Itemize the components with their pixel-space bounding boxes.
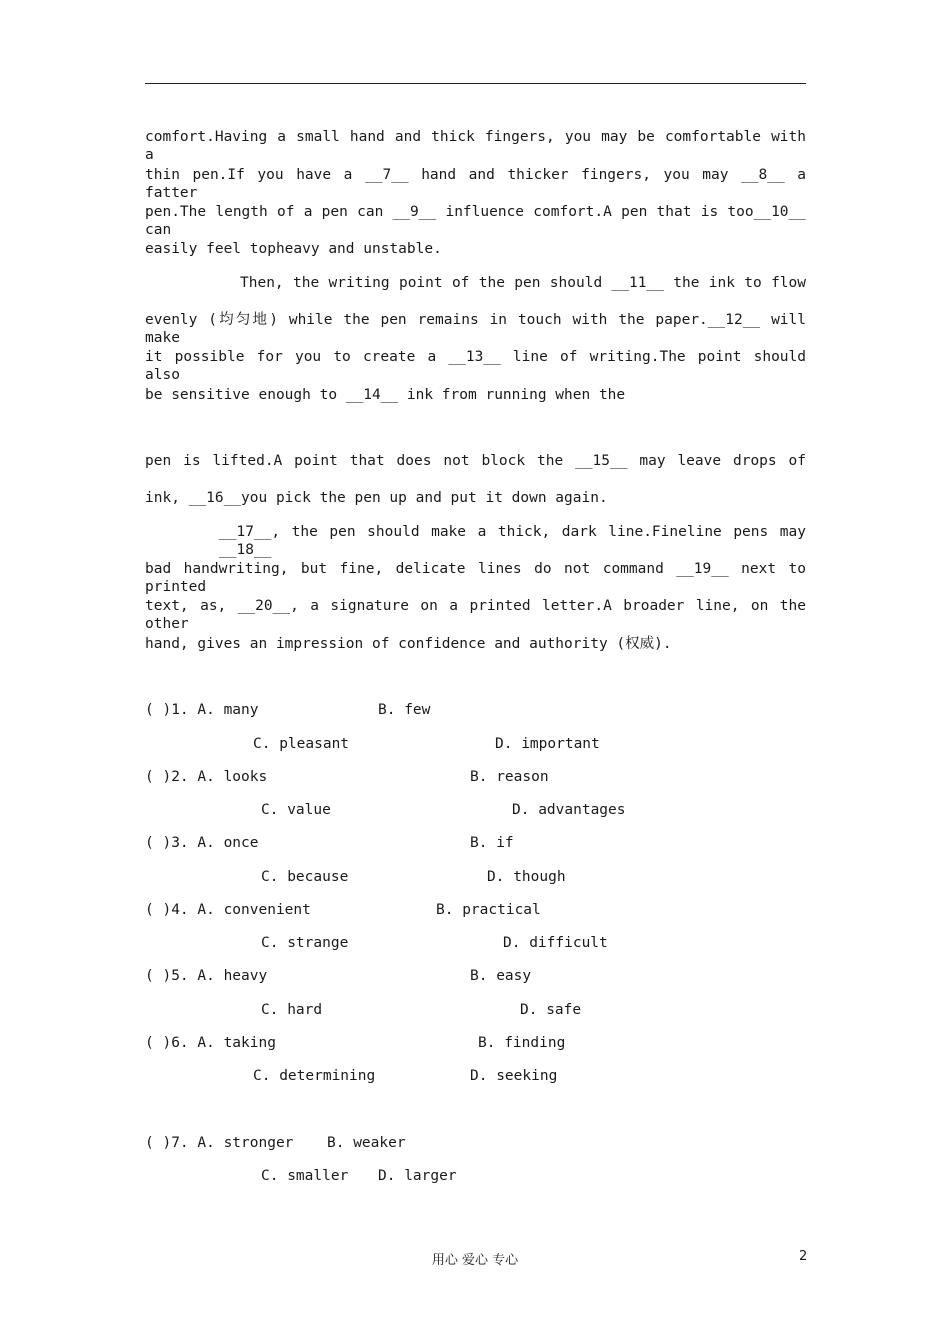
option-c: C. strange: [261, 935, 349, 951]
option-d: D. difficult: [503, 935, 608, 951]
passage-line: hand, gives an impression of confidence and authority (权威).: [145, 636, 672, 652]
question-stem: ( )5. A. heavy: [145, 968, 268, 984]
passage-line: text, as, __20__, a signature on a printed letter.A broader line, on the other: [145, 598, 806, 632]
page-number: 2: [799, 1249, 808, 1264]
passage-line: Then, the writing point of the pen should __11__ the ink to flow: [240, 275, 806, 291]
footer-motto: 用心 爱心 专心: [431, 1253, 519, 1268]
option-c: C. value: [261, 802, 331, 818]
option-d: D. though: [487, 869, 566, 885]
option-b: B. few: [378, 702, 431, 718]
passage-line: __17__, the pen should make a thick, dark line.Fineline pens may __18__: [219, 524, 806, 558]
passage-line: pen is lifted.A point that does not block the __15__ may leave drops of: [145, 453, 806, 469]
option-d: D. advantages: [512, 802, 626, 818]
question-stem: ( )4. A. convenient: [145, 902, 311, 918]
option-d: D. safe: [520, 1002, 582, 1018]
passage-line: thin pen.If you have a __7__ hand and thicker fingers, you may __8__ a fatter: [145, 167, 806, 201]
passage-line: evenly (均匀地) while the pen remains in touch with the paper.__12__ will make: [145, 312, 806, 346]
question-stem: ( )6. A. taking: [145, 1035, 276, 1051]
passage-line: ink, __16__you pick the pen up and put it down again.: [145, 490, 608, 506]
option-c: C. because: [261, 869, 349, 885]
passage-line: comfort.Having a small hand and thick fingers, you may be comfortable with a: [145, 129, 806, 163]
option-c: C. determining: [253, 1068, 376, 1084]
question-stem: ( )3. A. once: [145, 835, 259, 851]
option-d: D. important: [495, 736, 600, 752]
question-stem: ( )1. A. many: [145, 702, 259, 718]
passage-line: pen.The length of a pen can __9__ influence comfort.A pen that is too__10__ can: [145, 204, 806, 238]
option-d: D. seeking: [470, 1068, 558, 1084]
passage-line: it possible for you to create a __13__ line of writing.The point should also: [145, 349, 806, 383]
option-c: C. pleasant: [253, 736, 350, 752]
option-b: B. reason: [470, 769, 549, 785]
option-d: D. larger: [378, 1168, 457, 1184]
option-b: B. easy: [470, 968, 532, 984]
question-stem: ( )2. A. looks: [145, 769, 268, 785]
question-stem: ( )7. A. stronger: [145, 1135, 294, 1151]
option-c: C. smaller: [261, 1168, 349, 1184]
option-c: C. hard: [261, 1002, 323, 1018]
option-b: B. if: [470, 835, 514, 851]
passage-line: bad handwriting, but fine, delicate lines do not command __19__ next to printed: [145, 561, 806, 595]
option-b: B. finding: [478, 1035, 566, 1051]
passage-line: be sensitive enough to __14__ ink from running when the: [145, 387, 626, 403]
option-b: B. weaker: [327, 1135, 406, 1151]
passage-line: easily feel topheavy and unstable.: [145, 241, 442, 257]
header-rule: [145, 83, 806, 84]
option-b: B. practical: [436, 902, 541, 918]
